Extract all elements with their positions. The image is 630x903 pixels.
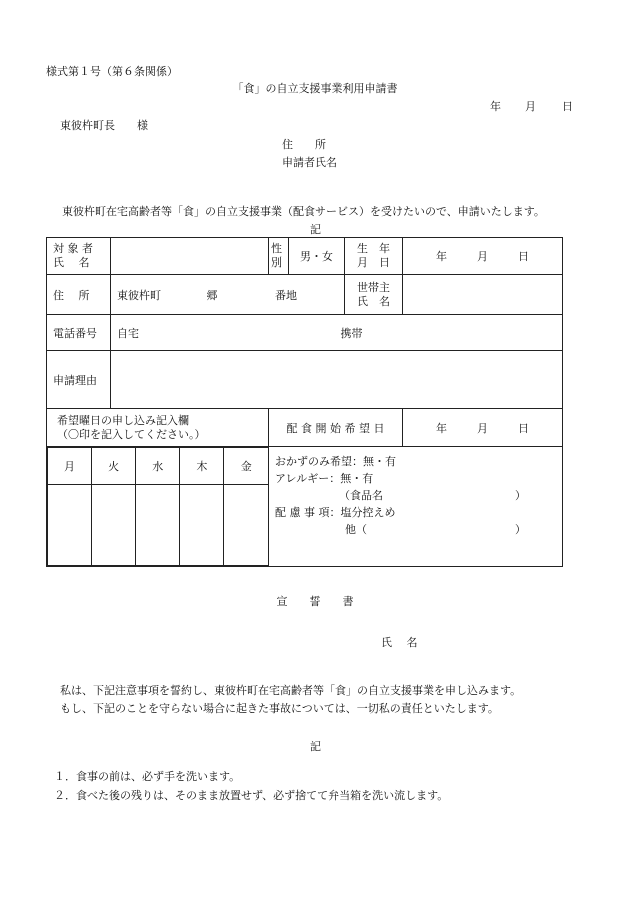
- reason-field[interactable]: [111, 351, 563, 409]
- other-close: ）: [515, 523, 526, 536]
- applicant-name-label: 申請者氏名: [282, 156, 337, 169]
- pledge-name-label: 氏 名: [381, 636, 418, 649]
- addressee: 東彼杵町長 様: [60, 119, 148, 132]
- consideration-option[interactable]: 配 慮 事 項：塩分控えめ: [275, 506, 396, 519]
- weekday-fri: 金: [224, 448, 268, 485]
- other-row: [275, 521, 556, 538]
- date-day: 日: [562, 100, 573, 113]
- form-title: 「食」の自立支援事業利用申請書: [232, 82, 398, 95]
- subject-label: 対 象 者 氏 名: [47, 238, 111, 275]
- address-label: 住 所: [47, 275, 111, 315]
- weekday-thu-field[interactable]: [180, 485, 224, 566]
- weekday-mon: 月: [48, 448, 92, 485]
- reason-label: 申請理由: [47, 351, 111, 409]
- date-month: 月: [525, 100, 536, 113]
- address-field[interactable]: 東彼杵町 郷 番地: [111, 275, 345, 315]
- pledge-item-1: １．食事の前は、必ず手を洗います。: [54, 770, 241, 783]
- applicant-address-label: 住 所: [282, 138, 326, 151]
- weekday-tue: 火: [92, 448, 136, 485]
- other-label: 他（: [345, 523, 367, 536]
- weekday-fri-field[interactable]: [224, 485, 268, 566]
- pledge-paragraph-2: もし、下記のことを守らない場合に起きた事故については、一切私の責任といたします。: [60, 702, 499, 715]
- intro-text: 東彼杵町在宅高齢者等「食」の自立支援事業（配食サービス）を受けたいので、申請いたします。: [62, 205, 545, 218]
- meal-options: [269, 447, 563, 567]
- application-table: [46, 237, 563, 567]
- ki-heading: 記: [310, 223, 321, 236]
- food-name-row: [275, 487, 556, 504]
- weekday-grid: [47, 447, 268, 566]
- subject-name-field[interactable]: [111, 238, 269, 275]
- food-name-label: （食品名: [339, 489, 383, 502]
- weekday-thu: 木: [180, 448, 224, 485]
- weekday-wed-field[interactable]: [136, 485, 180, 566]
- date-year: 年: [490, 100, 501, 113]
- pledge-paragraph-1: 私は、下記注意事項を誓約し、東彼杵町在宅高齢者等「食」の自立支援事業を申し込みます。: [60, 684, 522, 697]
- phone-field[interactable]: 自宅 携帯: [111, 315, 563, 351]
- household-head-field[interactable]: [403, 275, 563, 315]
- pledge-item-2: ２．食べた後の残りは、そのまま放置せず、必ず捨てて弁当箱を洗い流します。: [54, 789, 449, 802]
- phone-label: 電話番号: [47, 315, 111, 351]
- weekday-mon-field[interactable]: [48, 485, 92, 566]
- weekday-label: 希望曜日の申し込み記入欄 （〇印を記入してください。）: [47, 409, 269, 447]
- household-head-label: 世帯主 氏 名: [345, 275, 403, 315]
- sex-field[interactable]: 男・女: [289, 238, 345, 275]
- weekday-tue-field[interactable]: [92, 485, 136, 566]
- weekday-grid-cell: [47, 447, 269, 567]
- allergy-option[interactable]: アレルギー：無・有: [275, 472, 374, 485]
- pledge-ki: 記: [310, 740, 321, 753]
- sex-label: 性 別: [269, 238, 289, 275]
- weekday-wed: 水: [136, 448, 180, 485]
- pledge-title: 宣 誓 書: [276, 595, 354, 608]
- birth-date-field[interactable]: 年 月 日: [403, 238, 563, 275]
- side-dish-only-option[interactable]: おかずのみ希望：無・有: [275, 455, 396, 468]
- start-date-field[interactable]: 年 月 日: [403, 409, 563, 447]
- form-reference: 様式第１号（第６条関係）: [46, 65, 178, 78]
- food-name-close: ）: [515, 489, 526, 502]
- birth-label: 生 年 月 日: [345, 238, 403, 275]
- start-date-label: 配 食 開 始 希 望 日: [269, 409, 403, 447]
